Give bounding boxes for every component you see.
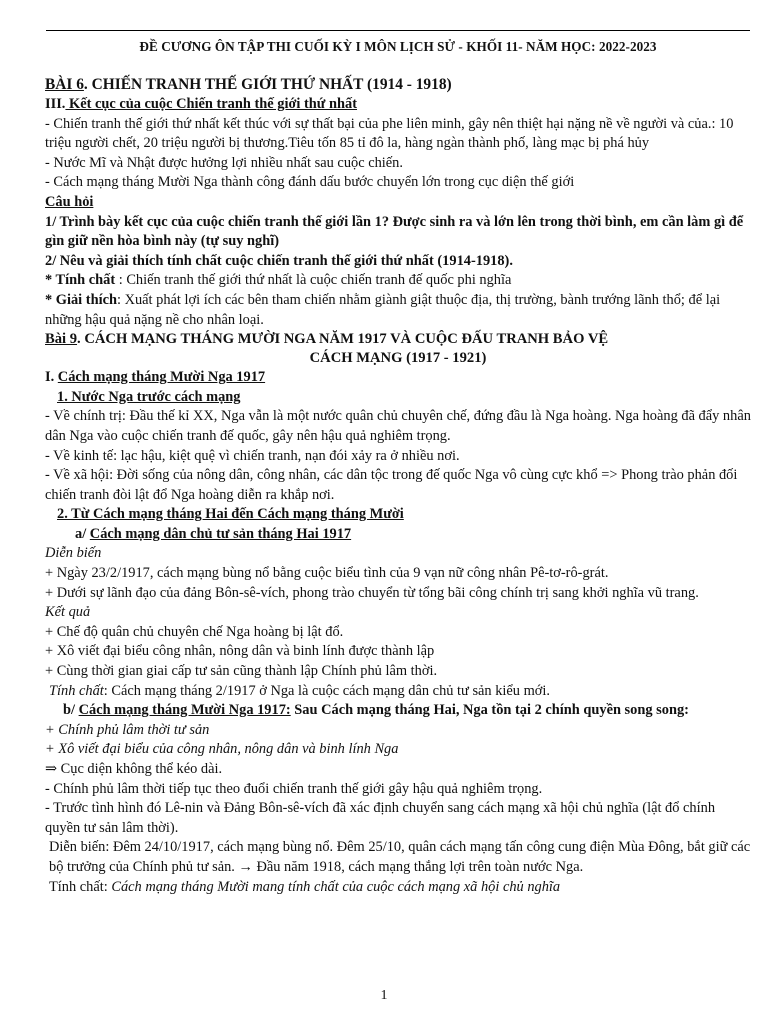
paragraph: ⇒ Cục diện không thể kéo dài. — [45, 761, 223, 777]
october-nature-label: Tính chất: — [49, 878, 112, 895]
subsection-2b-title: Cách mạng tháng Mười Nga 1917: — [78, 702, 291, 719]
february-nature-text: : Cách mạng tháng 2/1917 ở Nga là cuộc cách mạng dân chủ tư sản kiểu mới. — [103, 682, 551, 699]
page-number: 1 — [380, 988, 388, 1003]
section-1-heading — [45, 368, 751, 388]
paragraph: - Cách mạng tháng Mười Nga thành công đánh dấu bước chuyển lớn trong cục diện thế giới — [45, 174, 575, 191]
october-nature-text: Cách mạng tháng Mười mang tính chất của cuộc cách mạng xã hội chủ nghĩa — [111, 878, 561, 895]
header-rule — [46, 30, 750, 31]
document-body — [45, 75, 751, 897]
section-3-number: III. — [45, 96, 66, 112]
subsection-2a-heading — [45, 525, 751, 545]
section-3-heading — [45, 95, 751, 115]
lesson-9-title-line1: . CÁCH MẠNG THÁNG MƯỜI NGA NĂM 1917 VÀ CUỘC ĐẤU TRANH BẢO VỆ — [77, 331, 609, 348]
subsection-2b-heading — [45, 701, 751, 721]
progress-label: Diễn biến — [45, 545, 102, 562]
nature-text: : Chiến tranh thế giới thứ nhất là cuộc chiến tranh đế quốc phi nghĩa — [115, 272, 512, 289]
explanation-text: : Xuất phát lợi ích các bên tham chiến nhằm giành giật thuộc địa, thị trường, bành trướng lãnh thổ; để lại những hậu quả nặng nề cho nhân loại. — [45, 291, 721, 328]
paragraph: - Về xã hội: Đời sống của nông dân, công nhân, các dân tộc trong đế quốc Nga vô cùng cực khổ => Phong trào phản đối chiến tranh đòi lật đổ Nga hoàng diễn ra khắp nơi. — [45, 467, 738, 503]
question-1: 1/ Trình bày kết cục của cuộc chiến tranh thế giới lần 1? Được sinh ra và lớn lên trong thời bình, em cần làm gì để gìn giữ nền hòa bình này (tự suy nghĩ) — [45, 213, 744, 250]
subsection-2b-rest: Sau Cách mạng tháng Hai, Nga tồn tại 2 chính quyền song song: — [290, 702, 689, 719]
government-item: + Xô viết đại biểu của công nhân, nông dân và binh lính Nga — [45, 741, 399, 758]
section-3-title: Kết cục của cuộc Chiến tranh thế giới thứ nhất — [65, 96, 358, 112]
subsection-2a-title: Cách mạng dân chủ tư sản tháng Hai 1917 — [89, 525, 352, 542]
paragraph: + Chế độ quân chủ chuyên chế Nga hoàng bị lật đổ. — [45, 623, 344, 640]
document-header: ĐỀ CƯƠNG ÔN TẬP THI CUỐI KỲ I MÔN LỊCH SỬ - KHỐI 11- NĂM HỌC: 2022-2023 — [139, 39, 657, 54]
question-2: 2/ Nêu và giải thích tính chất cuộc chiến tranh thế giới thứ nhất (1914-1918). — [45, 252, 513, 269]
explanation-label: * Giải thích — [45, 291, 117, 308]
paragraph: + Cùng thời gian giai cấp tư sản cũng thành lập Chính phủ lâm thời. — [45, 663, 438, 680]
subsection-2-heading: 2. Từ Cách mạng tháng Hai đến Cách mạng tháng Mười — [57, 506, 404, 523]
explanation-answer — [45, 291, 751, 330]
paragraph: + Xô viết đại biểu công nhân, nông dân và binh lính được thành lập — [45, 643, 435, 660]
result-label: Kết quả — [45, 604, 91, 621]
lesson-6-heading — [45, 75, 751, 95]
paragraph: - Về chính trị: Đầu thế kỉ XX, Nga vẫn là một nước quân chủ chuyên chế, đứng đầu là Nga hoàng. Nga hoàng đã đẩy nhân dân Nga vào cuộc chiến tranh đế quốc, gây nên hậu quả nghiêm trọng. — [45, 408, 751, 444]
lesson-6-label: BÀI 6 — [45, 76, 84, 93]
lesson-9-label: Bài 9 — [45, 331, 78, 348]
government-item: + Chính phủ lâm thời tư sản — [45, 721, 210, 738]
lesson-9-title-line2: CÁCH MẠNG (1917 - 1921) — [309, 350, 487, 367]
paragraph: - Trước tình hình đó Lê-nin và Đảng Bôn-sê-vích đã xác định chuyển sang cách mạng xã hội chủ nghĩa (lật đổ chính quyền tư sản lâm thời). — [45, 800, 716, 836]
section-1-number: I. — [45, 369, 58, 386]
paragraph: - Chiến tranh thế giới thứ nhất kết thúc với sự thất bại của phe liên minh, gây nên thiệt hại nặng nề về người và của.: 10 triệu người chết, 20 triệu người bị thương.Tiêu tốn 85 tỉ đô la, hàng ngàn thành phố, làng mạc bị phá hủy — [45, 115, 734, 152]
paragraph: + Dưới sự lãnh đạo của đảng Bôn-sê-vích, phong trào chuyển từ tổng bãi công chính trị sang khởi nghĩa vũ trang. — [45, 584, 699, 601]
paragraph: - Nước Mĩ và Nhật được hưởng lợi nhiều nhất sau cuộc chiến. — [45, 154, 403, 171]
section-1-title: Cách mạng tháng Mười Nga 1917 — [57, 369, 266, 386]
nature-answer — [45, 271, 751, 291]
questions-heading: Câu hỏi — [45, 193, 94, 210]
lesson-6-title: . CHIẾN TRANH THẾ GIỚI THỨ NHẤT (1914 - 1918) — [83, 76, 452, 93]
october-nature — [45, 878, 751, 898]
paragraph: - Chính phủ lâm thời tiếp tục theo đuổi chiến tranh thế giới gây hậu quả nghiêm trọng. — [45, 780, 543, 797]
lesson-9-heading — [45, 330, 751, 349]
february-nature-label: Tính chất — [49, 682, 104, 699]
subsection-2a-number: a/ — [75, 525, 90, 542]
october-progress: Diễn biến: Đêm 24/10/1917, cách mạng bùng nổ. Đêm 25/10, quân cách mạng tấn công cung điện Mùa Đông, bắt giữ các bộ trưởng của Chính phủ tư sản. → Đầu năm 1918, cách mạng thắng lợi trên toàn nước Nga. — [49, 839, 751, 875]
february-nature — [45, 682, 751, 702]
nature-label: * Tính chất — [45, 272, 116, 289]
paragraph: + Ngày 23/2/1917, cách mạng bùng nổ bằng cuộc biểu tình của 9 vạn nữ công nhân Pê-tơ-rô-grát. — [45, 565, 609, 582]
paragraph: - Về kinh tế: lạc hậu, kiệt quệ vì chiến tranh, nạn đói xảy ra ở nhiều nơi. — [45, 447, 460, 464]
subsection-1-heading: 1. Nước Nga trước cách mạng — [57, 388, 241, 405]
subsection-2b-number: b/ — [63, 702, 79, 719]
